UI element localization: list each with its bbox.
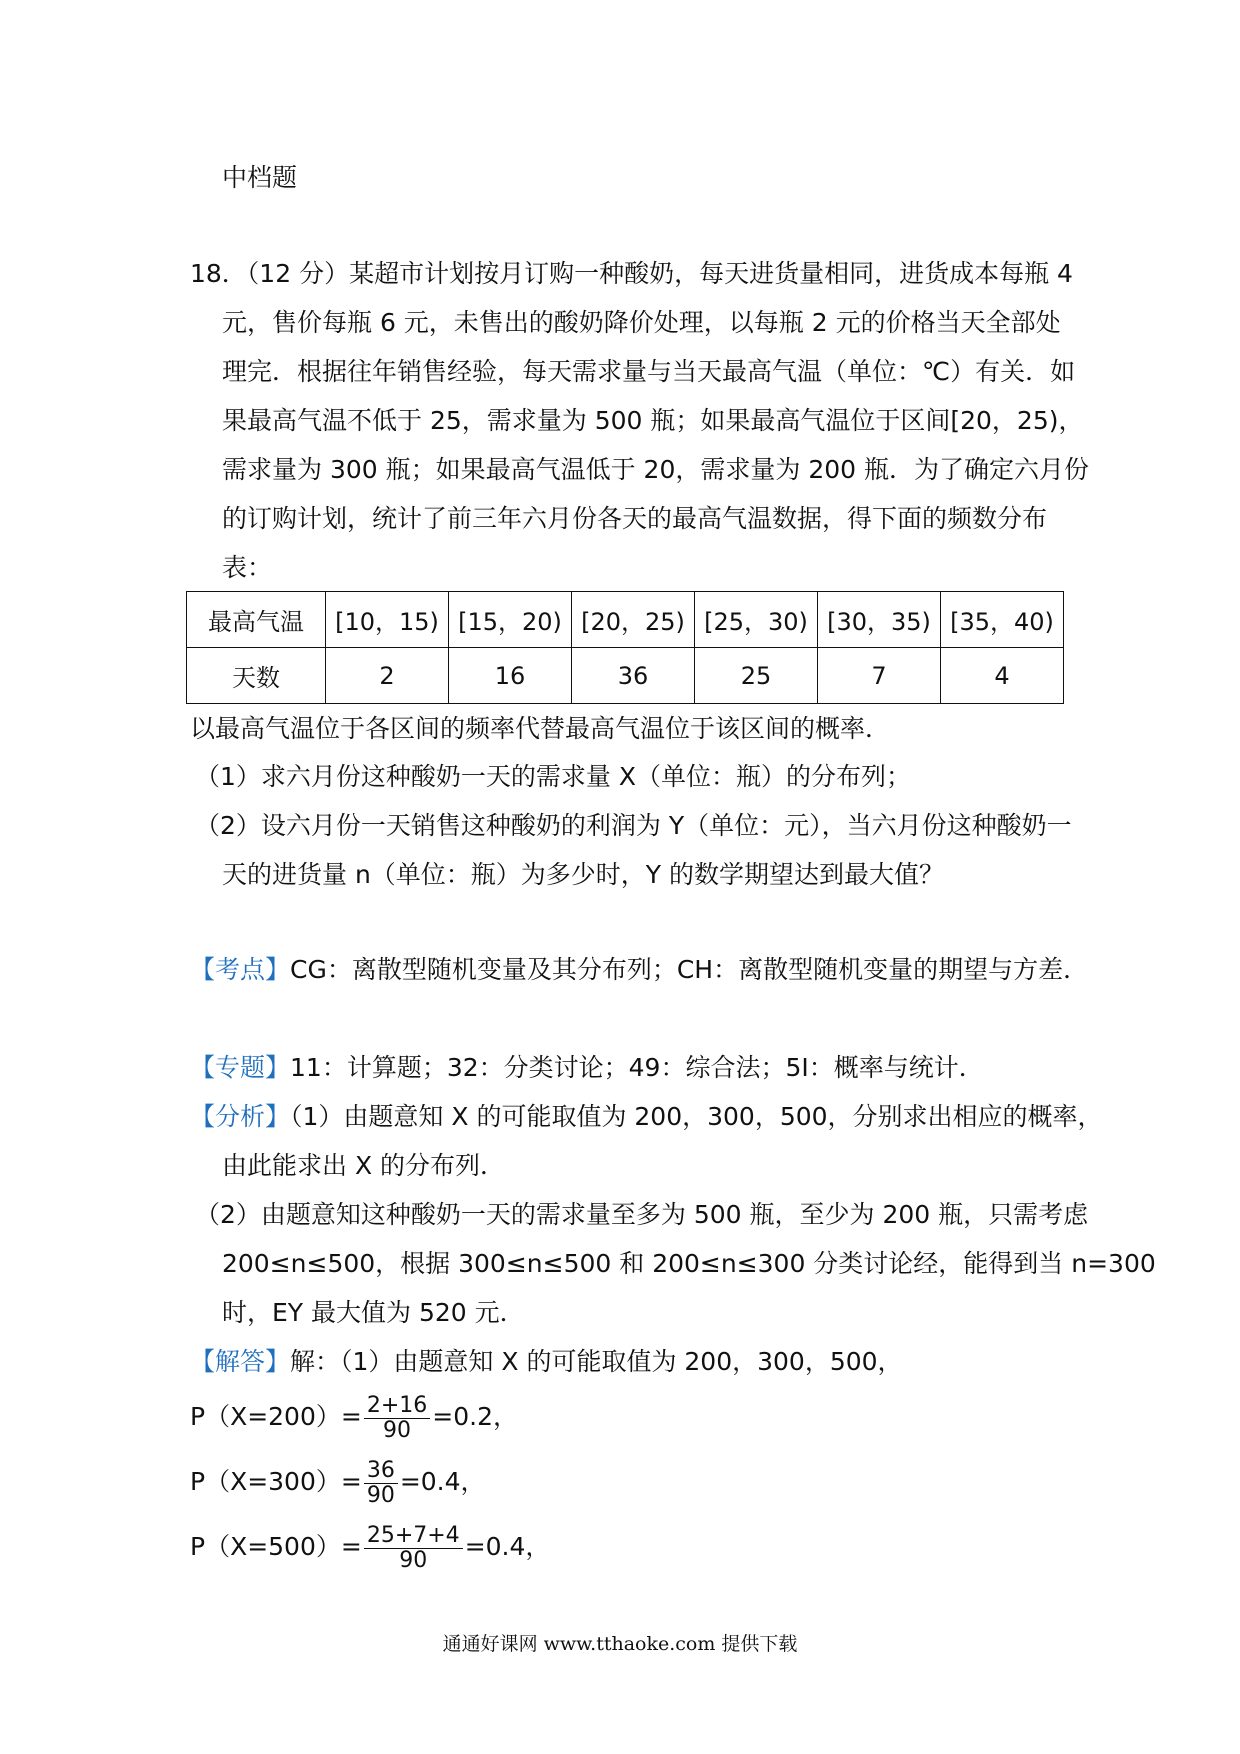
problem-line: 果最高气温不低于 25，需求量为 500 瓶；如果最高气温位于区间[20，25)， <box>222 406 1084 435</box>
fenxi-line: （2）由题意知这种酸奶一天的需求量至多为 500 瓶，至少为 200 瓶，只需考虑 <box>195 1200 1089 1229</box>
prob-lhs: P（X=200）= <box>190 1402 362 1431</box>
table-cell: [35，40) <box>941 592 1064 648</box>
fenxi-tag: 【分析】 <box>190 1102 291 1131</box>
table-cell: 16 <box>449 648 572 704</box>
frequency-table <box>186 591 1064 704</box>
jieda-tag: 【解答】 <box>190 1347 291 1376</box>
problem-line: 的订购计划，统计了前三年六月份各天的最高气温数据，得下面的频数分布 <box>222 504 1048 533</box>
zhuanti-text: 11：计算题；32：分类讨论；49：综合法；5I：概率与统计． <box>290 1053 984 1082</box>
probability-300 <box>190 1457 486 1508</box>
fenxi-section <box>190 1092 1103 1141</box>
page-footer: 通通好课网 www.tthaoke.com 提供下载 <box>442 1633 798 1655</box>
difficulty-level: 中档题 <box>222 163 298 192</box>
fraction-numerator: 36 <box>364 1459 398 1484</box>
table-row <box>187 592 1064 648</box>
table-cell: [15，20) <box>449 592 572 648</box>
jieda-text: 解：（1）由题意知 X 的可能取值为 200，300，500， <box>290 1347 903 1376</box>
fenxi-text: （1）由题意知 X 的可能取值为 200，300，500，分别求出相应的概率， <box>290 1102 1103 1131</box>
problem-line: 元，售价每瓶 6 元，未售出的酸奶降价处理，以每瓶 2 元的价格当天全部处 <box>222 308 1061 337</box>
frequency-note: 以最高气温位于各区间的频率代替最高气温位于该区间的概率． <box>190 714 891 743</box>
prob-lhs: P（X=500）= <box>190 1532 362 1561</box>
table-cell: 7 <box>818 648 941 704</box>
question-2-line: 天的进货量 n（单位：瓶）为多少时，Y 的数学期望达到最大值？ <box>222 860 945 889</box>
fenxi-line: 由此能求出 X 的分布列． <box>222 1151 506 1180</box>
table-cell: 4 <box>941 648 1064 704</box>
table-row <box>187 648 1064 704</box>
table-cell: [20，25) <box>572 592 695 648</box>
kaodian-text: CG：离散型随机变量及其分布列；CH：离散型随机变量的期望与方差． <box>290 955 1089 984</box>
table-header-cell: 天数 <box>187 648 326 704</box>
fraction <box>364 1459 398 1508</box>
kaodian-tag: 【考点】 <box>190 955 291 984</box>
problem-line: 18．（12 分）某超市计划按月订购一种酸奶，每天进货量相同，进货成本每瓶 4 <box>190 259 1073 288</box>
fraction-numerator: 25+7+4 <box>364 1524 463 1549</box>
prob-rhs: =0.2， <box>432 1402 518 1431</box>
fenxi-line: 200≤n≤500，根据 300≤n≤500 和 200≤n≤300 分类讨论经，能得到当 n=300 <box>222 1249 1156 1278</box>
fraction-denominator: 90 <box>399 1547 428 1573</box>
fraction-numerator: 2+16 <box>364 1394 430 1419</box>
table-cell: [25，30) <box>695 592 818 648</box>
zhuanti-section <box>190 1043 984 1092</box>
probability-500 <box>190 1522 550 1573</box>
table-header-cell: 最高气温 <box>187 592 326 648</box>
jieda-section <box>190 1337 903 1386</box>
probability-200 <box>190 1392 518 1443</box>
table-cell: 25 <box>695 648 818 704</box>
question-1: （1）求六月份这种酸奶一天的需求量 X（单位：瓶）的分布列； <box>195 762 911 791</box>
table-cell: [30，35) <box>818 592 941 648</box>
problem-line: 需求量为 300 瓶；如果最高气温低于 20，需求量为 200 瓶．为了确定六月份 <box>222 455 1089 484</box>
table-cell: 2 <box>326 648 449 704</box>
zhuanti-tag: 【专题】 <box>190 1053 291 1082</box>
kaodian-section <box>190 945 1088 994</box>
prob-lhs: P（X=300）= <box>190 1467 362 1496</box>
prob-rhs: =0.4， <box>464 1532 551 1561</box>
fraction-denominator: 90 <box>383 1417 412 1443</box>
problem-line: 表： <box>222 553 273 582</box>
prob-rhs: =0.4， <box>399 1467 486 1496</box>
table-cell: [10，15) <box>326 592 449 648</box>
table-cell: 36 <box>572 648 695 704</box>
question-2-line: （2）设六月份一天销售这种酸奶的利润为 Y（单位：元），当六月份这种酸奶一 <box>195 811 1072 840</box>
fraction <box>364 1524 463 1573</box>
problem-line: 理完．根据往年销售经验，每天需求量与当天最高气温（单位：℃）有关．如 <box>222 357 1076 386</box>
fraction-denominator: 90 <box>366 1482 395 1508</box>
fenxi-line: 时，EY 最大值为 520 元． <box>222 1298 525 1327</box>
fraction <box>364 1394 430 1443</box>
